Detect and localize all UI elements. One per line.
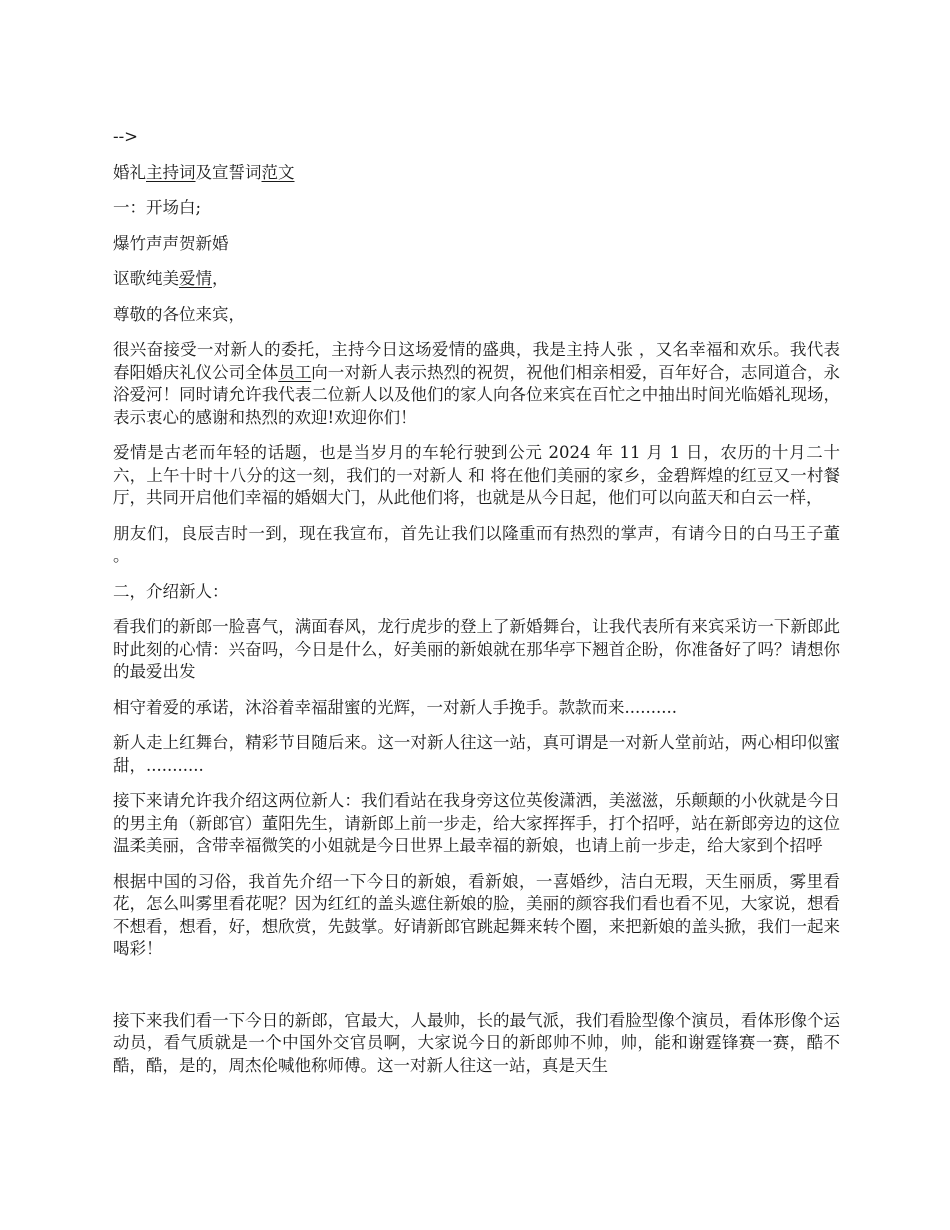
section-heading-opening: 一：开场白; <box>113 198 202 217</box>
paragraph-love-topic: 爱情是古老而年轻的话题，也是当岁月的车轮行驶到公元 2024 年 11 月 1 日，农历的十月二十六，上午十时十八分的这一刻，我们的一对新人 和 将在他们美丽的家乡，金碧辉煌的红豆又一村餐厅，共同开启他们幸福的婚姻大门，从此他们将，也就是从今日起，他们可以向蓝天和白云一样， <box>113 443 840 507</box>
paragraph-red-stage: 新人走上红舞台，精彩节目随后来。这一对新人往这一站，真可谓是一对新人堂前站，两心相印似蜜甜，........... <box>113 733 840 775</box>
paragraph-welcome <box>113 339 840 429</box>
paragraph-announcement: 朋友们，良辰吉时一到，现在我宣布，首先让我们以隆重而有热烈的掌声，有请今日的白马王子董 。 <box>113 523 840 565</box>
section-heading-introduce: 二，介绍新人： <box>113 581 229 601</box>
comment-artifact: --> <box>113 127 138 146</box>
line-text: 讴歌纯美 <box>113 269 179 288</box>
line-text: ， <box>212 269 229 288</box>
paragraph-groom: 接下来我们看一下今日的新郎，官最大，人最帅，长的最气派，我们看脸型像个演员，看体形像个运动员，看气质就是一个中国外交官员啊，大家说今日的新郎帅不帅，帅，能和谢霆锋赛一赛，酷不酷，酷，是的，周杰伦喊他称师傅。这一对新人往这一站，真是天生 <box>113 1010 840 1075</box>
paragraph-hand-in-hand: 相守着爱的承诺，沐浴着幸福甜蜜的光辉，一对新人手挽手。款款而来.......... <box>113 697 677 717</box>
paragraph-bride: 根据中国的习俗，我首先介绍一下今日的新娘，看新娘，一喜婚纱，洁白无瑕，天生丽质，雾里看花，怎么叫雾里看花呢？因为红红的盖头遮住新娘的脸，美丽的颜容我们看也看不见，大家说，想看不想看，想看，好，想欣赏，先鼓掌。好请新郎官跳起舞来转个圈，来把新娘的盖头掀，我们一起来喝彩！ <box>113 871 840 958</box>
spacer <box>113 974 840 1010</box>
line-firecrackers: 爆竹声声贺新婚 <box>113 233 229 253</box>
title-text: 婚礼 <box>113 162 146 182</box>
title-link-sample[interactable]: 范文 <box>261 162 295 182</box>
paragraph-groom-stage: 看我们的新郎一脸喜气，满面春风，龙行虎步的登上了新婚舞台，让我代表所有来宾采访一下新郎此时此刻的心情：兴奋吗，今日是什么，好美丽的新娘就在那华亭下翘首企盼，你准备好了吗？请想你的最爱出发 <box>113 617 840 681</box>
paragraph-text: 向一对新人表示热烈的祝贺，祝他们相亲相爱，百年好合，志同道合，永浴爱河！同时请允许我代表二位新人以及他们的家人向各位来宾在百忙之中抽出时间光临婚礼现场，表示衷心的感谢和热烈的欢迎!欢迎你们！ <box>113 362 841 427</box>
document-title <box>113 162 840 185</box>
title-link-host-words[interactable]: 主持词 <box>146 162 196 182</box>
paragraph-text: 很兴奋接受一对新人的委托，主持今日这场爱情的盛典，我是主持人张 ，又名幸福和欢乐。我代表春阳婚庆礼仪公司全体 <box>113 340 840 382</box>
link-love[interactable]: 爱情 <box>179 269 212 288</box>
line-greeting: 尊敬的各位来宾， <box>113 304 245 324</box>
document-page <box>113 126 840 1090</box>
paragraph-introduce-couple: 接下来请允许我介绍这两位新人：我们看站在我身旁这位英俊潇洒，美滋滋，乐颠颠的小伙就是今日的男主角（新郎官）董阳先生，请新郎上前一步走，给大家挥挥手，打个招呼，站在新郎旁边的这位温柔美丽，含带幸福微笑的小姐就是今日世界上最幸福的新娘，也请上前一步走，给大家到个招呼 <box>113 791 840 855</box>
title-text: 及宣誓词 <box>195 162 262 182</box>
link-staff[interactable]: 员工 <box>278 362 312 382</box>
line-love <box>113 268 840 291</box>
